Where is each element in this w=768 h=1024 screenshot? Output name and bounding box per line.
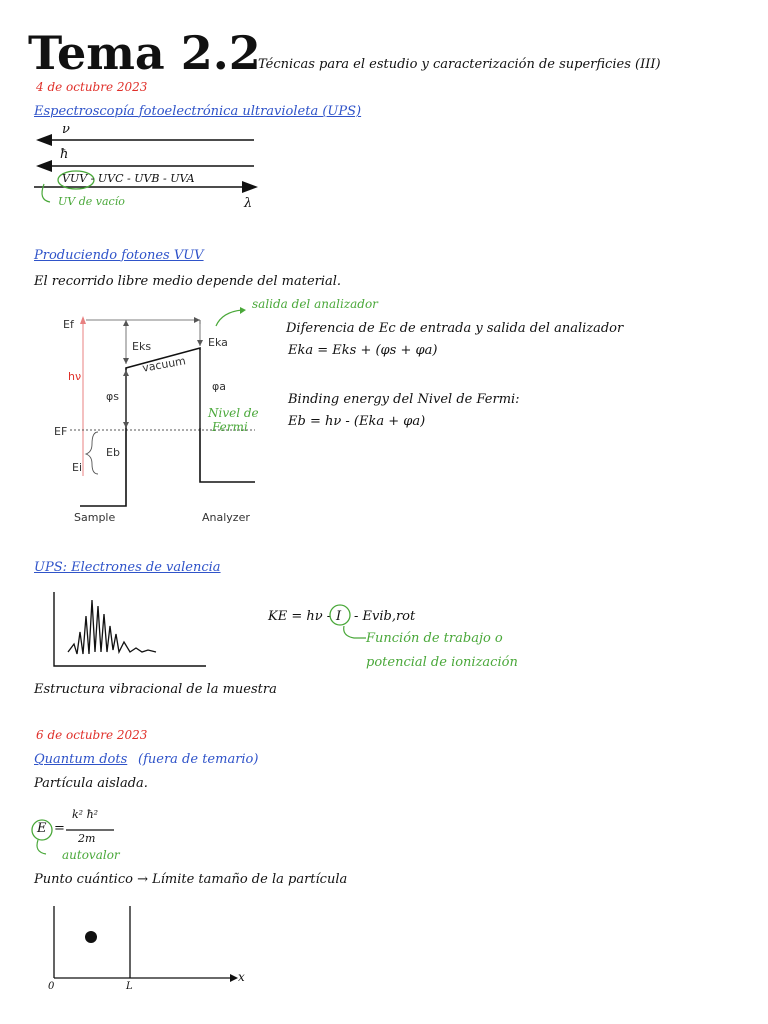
eq2-label: Binding energy del Nivel de Fermi: xyxy=(288,392,520,407)
vuv-heading: Produciendo fotones VUV xyxy=(34,248,204,263)
particle-text: Partícula aislada. xyxy=(34,776,148,791)
eb-label: Eb xyxy=(106,446,120,459)
sample-label: Sample xyxy=(74,511,116,524)
particle-box-plot xyxy=(40,900,250,990)
energy-numerator: k² ħ² xyxy=(72,808,99,821)
hbar-label: ħ xyxy=(60,147,69,162)
ef-top-label: Ef xyxy=(63,318,74,331)
valence-heading: UPS: Electrones de valencia xyxy=(34,560,221,575)
eq2: Eb = hν - (Eka + φa) xyxy=(288,414,426,429)
eks-label: Eks xyxy=(132,340,152,353)
punto-text: Punto cuántico → Límite tamaño de la partícula xyxy=(34,872,348,887)
ups-heading: Espectroscopía fotoelectrónica ultravioleta (UPS) xyxy=(34,104,362,119)
page-subtitle: Técnicas para el estudio y caracterización de superficies (III) xyxy=(258,57,661,72)
phia-label: φa xyxy=(212,380,226,393)
eq1: Eka = Eks + (φs + φa) xyxy=(288,343,438,358)
qd-heading: Quantum dots xyxy=(34,752,128,767)
vuv-text: El recorrido libre medio depende del material. xyxy=(34,274,342,289)
x-axis-arrow xyxy=(230,974,238,982)
box-x-label: x xyxy=(238,970,245,984)
eka-label: Eka xyxy=(208,336,228,349)
fermi-ef-label: EF xyxy=(54,425,68,438)
nu-arrow-head xyxy=(36,134,52,146)
page-title: Tema 2.2 xyxy=(28,26,261,80)
lambda-label: λ xyxy=(244,196,253,211)
nivel-fermi-note-2: Fermi xyxy=(212,420,248,434)
hbar-arrow-head xyxy=(36,160,52,172)
date-1: 4 de octubre 2023 xyxy=(36,80,148,94)
nu-label: ν xyxy=(62,122,70,137)
salida-note: salida del analizador xyxy=(252,297,378,311)
vib-caption: Estructura vibracional de la muestra xyxy=(34,682,277,697)
ke-i: I xyxy=(336,609,342,624)
bands-label: VUV - UVC - UVB - UVA xyxy=(62,172,195,185)
salida-arrow xyxy=(212,306,252,330)
box-l-label: L xyxy=(126,981,133,992)
vibrational-spectrum xyxy=(50,592,210,670)
energy-equals: = xyxy=(54,821,65,836)
hv-label: hν xyxy=(68,370,82,383)
autovalor-note: autovalor xyxy=(62,848,120,862)
qd-aside: (fuera de temario) xyxy=(138,752,259,767)
ke-note-2: potencial de ionización xyxy=(366,655,518,670)
date-2: 6 de octubre 2023 xyxy=(36,728,148,742)
eq1-label: Diferencia de Ec de entrada y salida del analizador xyxy=(286,321,624,336)
ei-label: Ei xyxy=(72,461,83,474)
ke-eq: KE = hν - xyxy=(268,609,332,624)
energy-e: E xyxy=(37,821,47,836)
vacuum-label: vacuum xyxy=(141,354,187,375)
energy-denominator: 2m xyxy=(78,832,96,845)
uv-vacio-note: UV de vacío xyxy=(58,195,125,208)
vibrational-peaks xyxy=(68,600,156,654)
analyzer-label: Analyzer xyxy=(202,511,250,524)
phis-label: φs xyxy=(106,390,119,403)
ke-rest: - Evib,rot xyxy=(354,609,416,624)
nivel-fermi-note-1: Nivel de xyxy=(208,406,259,420)
lambda-arrow-head xyxy=(242,181,258,193)
particle-dot xyxy=(85,931,97,943)
box-zero-label: 0 xyxy=(48,981,55,992)
ke-note-1: Función de trabajo o xyxy=(366,631,503,646)
